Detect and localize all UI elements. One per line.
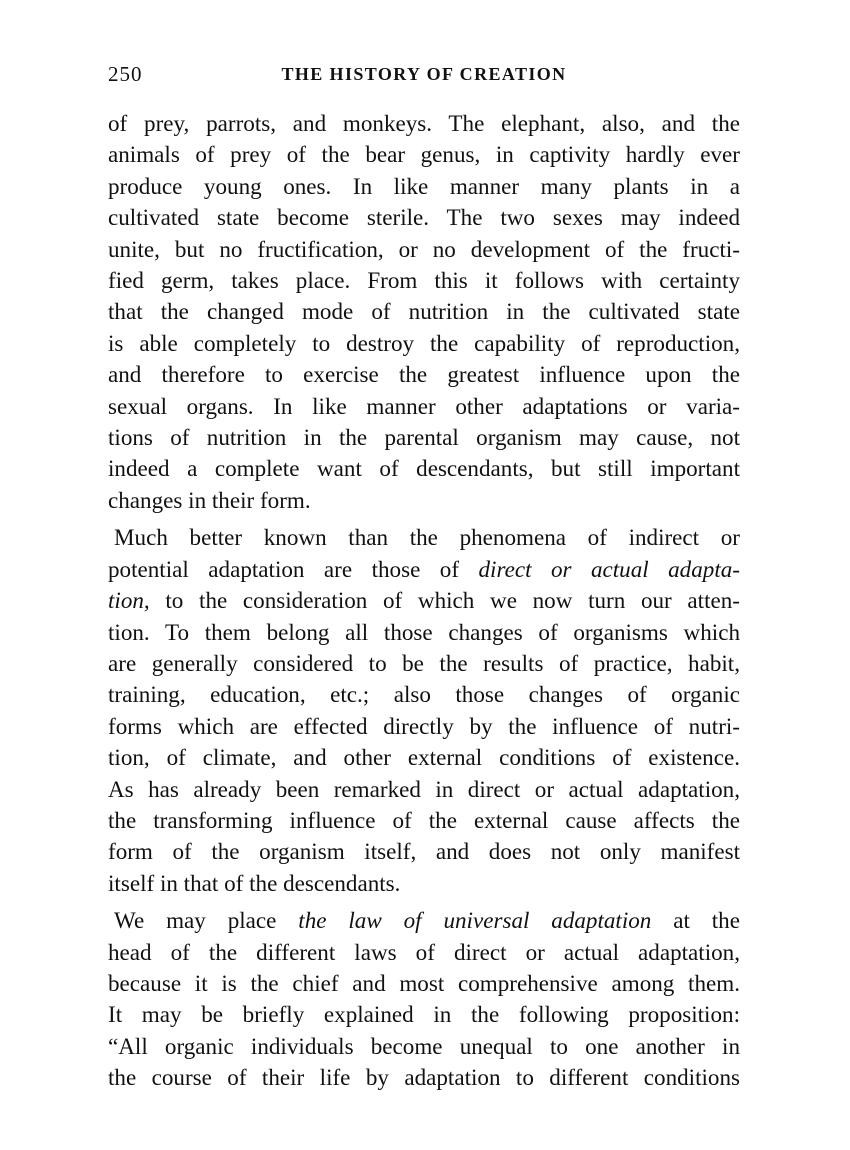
text-line: animals of prey of the bear genus, in captivity hardly ever: [108, 141, 740, 168]
text-line: that the changed mode of nutrition in the cultivated state: [108, 298, 740, 325]
text-line: indeed a complete want of descendants, but still important: [108, 455, 740, 482]
text-line: changes in their form.: [108, 486, 311, 513]
text-line: the transforming influence of the external cause affects the: [108, 806, 740, 833]
text-line: Much better known than the phenomena of indirect or: [114, 524, 740, 551]
text-line: of prey, parrots, and monkeys. The elephant, also, and the: [108, 110, 740, 136]
text-line: training, education, etc.; also those changes of organic: [108, 681, 740, 708]
text-line: is able completely to destroy the capability of reproduction,: [108, 329, 740, 356]
paragraph-3: [108, 905, 740, 1093]
running-title: THE HISTORY OF CREATION: [281, 64, 567, 84]
text-line: “All organic individuals become unequal to one another in: [108, 1032, 740, 1059]
text-line: form of the organism itself, and does not only manifest: [108, 838, 740, 865]
text-line: As has already been remarked in direct or actual adaptation,: [108, 775, 740, 802]
text-line: fied germ, takes place. From this it follows with certainty: [108, 267, 740, 294]
paragraph-2: [108, 522, 740, 899]
text-line: tions of nutrition in the parental organism may cause, not: [108, 424, 740, 451]
body-text: [108, 108, 740, 1094]
text-line: produce young ones. In like manner many plants in a: [108, 172, 740, 199]
text-line: It may be briefly explained in the following proposition:: [108, 1001, 740, 1028]
text-line: unite, but no fructification, or no development of the fructi-: [108, 235, 740, 262]
text-line: We may place the law of universal adaptation at the: [114, 907, 740, 934]
text-line: itself in that of the descendants.: [108, 869, 401, 896]
text-line: potential adaptation are those of direct or actual adapta-: [108, 555, 740, 582]
text-line: head of the different laws of direct or actual adaptation,: [108, 938, 740, 965]
page-number: 250: [108, 62, 143, 86]
text-line: are generally considered to be the results of practice, habit,: [108, 649, 740, 676]
text-line: cultivated state become sterile. The two sexes may indeed: [108, 204, 740, 231]
text-line: tion. To them belong all those changes of organisms which: [108, 618, 740, 645]
text-line: because it is the chief and most comprehensive among them.: [108, 969, 740, 996]
book-page: [108, 58, 740, 1094]
text-line: tion, to the consideration of which we now turn our atten-: [108, 587, 740, 614]
text-line: tion, of climate, and other external conditions of existence.: [108, 744, 740, 771]
paragraph-1: [108, 108, 740, 516]
text-line: and therefore to exercise the greatest influence upon the: [108, 361, 740, 388]
text-line: the course of their life by adaptation to different conditions: [108, 1064, 740, 1091]
text-line: forms which are effected directly by the influence of nutri-: [108, 712, 740, 739]
text-line: sexual organs. In like manner other adaptations or varia-: [108, 392, 740, 419]
running-head: [108, 58, 740, 90]
